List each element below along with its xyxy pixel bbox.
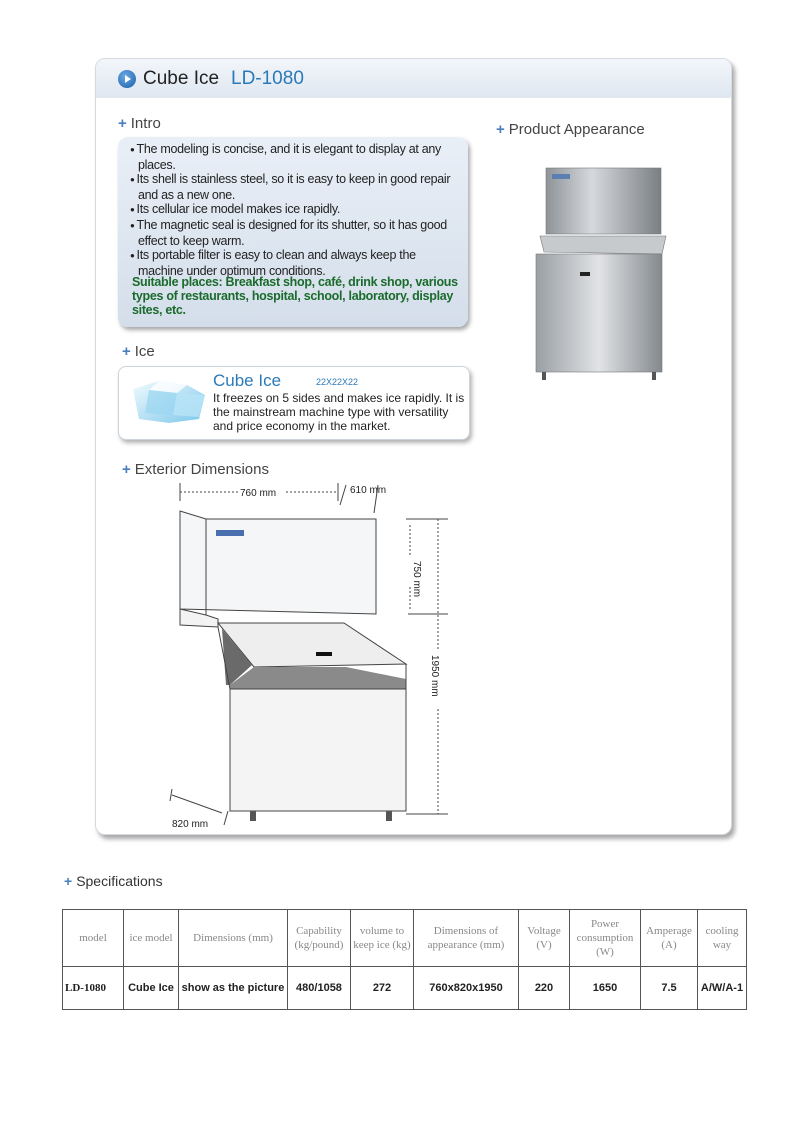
depth-top-label: 610 mm (350, 485, 387, 496)
header-cell: Dimensions (mm) (179, 910, 288, 967)
ice-size: 22X22X22 (316, 377, 359, 387)
table-cell: show as the picture (179, 967, 288, 1010)
header-cell: Amperage (A) (641, 910, 698, 967)
table-cell: 220 (519, 967, 570, 1010)
table-cell: 272 (351, 967, 414, 1010)
specifications-heading: + Specifications (64, 873, 163, 889)
product-photo (528, 164, 678, 389)
header-cell: volume to keep ice (kg) (351, 910, 414, 967)
intro-item: ● The modeling is concise, and it is elegant to display at any places. (128, 142, 463, 172)
intro-item: ● Its shell is stainless steel, so it is easy to keep in good repair and as a new one. (128, 172, 463, 202)
specifications-table (62, 909, 747, 1010)
plus-icon: + (122, 461, 131, 478)
intro-bubble (118, 137, 468, 327)
ice-description: It freezes on 5 sides and makes ice rapidly. It is the mainstream machine type with versatility and price economy in the market. (213, 391, 465, 433)
header-cell: Voltage (V) (519, 910, 570, 967)
total-height-label: 1950 mm (429, 655, 440, 697)
exterior-dimensions-diagram (166, 479, 466, 829)
plus-icon: + (118, 115, 127, 132)
plus-icon: + (122, 343, 131, 360)
card-header (96, 59, 731, 98)
table-cell: 480/1058 (288, 967, 351, 1010)
top-height-label: 750 mm (411, 561, 422, 598)
header-cell: Capability (kg/pound) (288, 910, 351, 967)
play-bullet-icon (118, 70, 136, 88)
width-label: 760 mm (240, 488, 277, 499)
table-row (63, 967, 747, 1010)
card-model: LD-1080 (231, 68, 304, 89)
table-cell: A/W/A-1 (698, 967, 747, 1010)
table-cell: 760x820x1950 (414, 967, 519, 1010)
plus-icon: + (64, 873, 73, 889)
ice-title: Cube Ice (213, 371, 282, 390)
model-cell: LD-1080 (63, 967, 124, 1010)
table-cell: Cube Ice (124, 967, 179, 1010)
plus-icon: + (496, 121, 505, 138)
table-cell: 1650 (570, 967, 641, 1010)
ice-box (118, 366, 470, 440)
ice-heading: + Ice (122, 343, 155, 360)
card-title: Cube Ice (143, 68, 220, 89)
ice-cube-icon (129, 375, 209, 427)
depth-bottom-label: 820 mm (172, 819, 209, 829)
header-cell: ice model (124, 910, 179, 967)
product-card (95, 58, 732, 835)
intro-item: ● Its cellular ice model makes ice rapidly. (128, 202, 463, 218)
header-cell: Dimensions of appearance (mm) (414, 910, 519, 967)
exterior-heading: + Exterior Dimensions (122, 461, 269, 478)
intro-item: ● The magnetic seal is designed for its shutter, so it has good effect to keep warm. (128, 218, 463, 248)
product-heading: + Product Appearance (496, 121, 645, 138)
intro-item: ● Its portable filter is easy to clean and always keep the machine under optimum conditions. (128, 248, 463, 278)
header-cell: cooling way (698, 910, 747, 967)
header-cell: model (63, 910, 124, 967)
table-cell: 7.5 (641, 967, 698, 1010)
header-cell: Power consumption (W) (570, 910, 641, 967)
intro-list (128, 142, 463, 278)
table-header-row (63, 910, 747, 967)
suitable-places: Suitable places: Breakfast shop, café, drink shop, various types of restaurants, hospital, school, laboratory, display sites, etc. (132, 275, 458, 317)
intro-heading: + Intro (118, 115, 161, 132)
